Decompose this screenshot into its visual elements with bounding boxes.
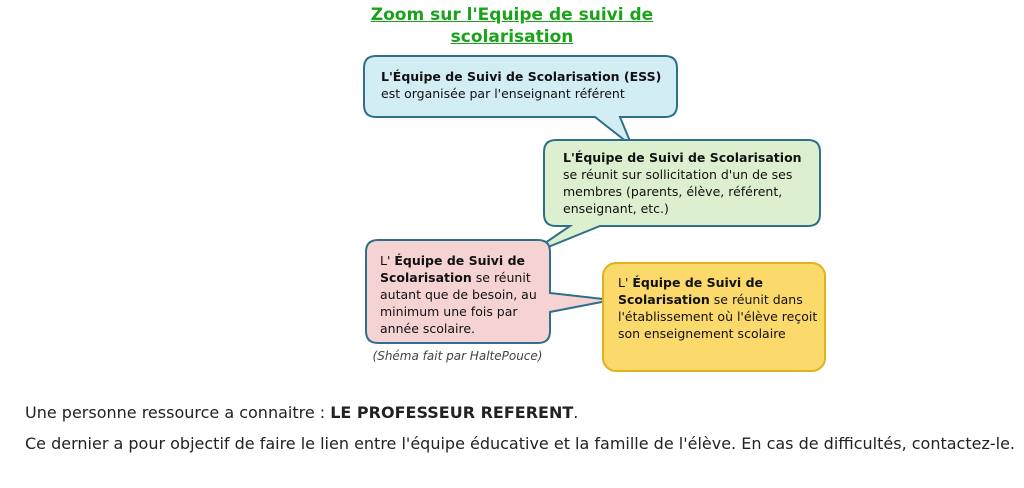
diagram-caption: (Shéma fait par HaltePouce) [372, 349, 543, 363]
bubble-lieu [618, 274, 818, 342]
bubble-organisation [381, 68, 671, 102]
bubble-frequence-prefix: L' [380, 253, 395, 268]
bubble-organisation-text: est organisée par l'enseignant référent [381, 86, 625, 101]
bubble-sollicitation [563, 149, 815, 217]
resource-line-prefix: Une personne ressource a connaitre : [25, 403, 331, 422]
bubble-lieu-text: se réunit dans l'établissement où l'élève reçoit son enseignement scolaire [618, 292, 818, 341]
resource-line-suffix: . [573, 403, 579, 422]
bubble-frequence-text: se réunit autant que de besoin, au minimum une fois par année scolaire. [380, 270, 537, 336]
bubble-frequence [380, 252, 545, 337]
description-paragraph: Ce dernier a pour objectif de faire le lien entre l'équipe éducative et la famille de l'élève. En cas de difficultés, contactez-le. [25, 434, 1016, 453]
title-line-2: scolarisation [450, 27, 574, 47]
title-line-1: Zoom sur l'Equipe de suivi de [370, 5, 654, 25]
resource-line-bold: LE PROFESSEUR REFERENT [330, 403, 574, 422]
bubble-lieu-bold: Équipe de Suivi de Scolarisation [618, 275, 763, 307]
bubble-sollicitation-bold: L'Équipe de Suivi de Scolarisation [563, 150, 802, 165]
bubble-frequence-bold: Équipe de Suivi de Scolarisation [380, 253, 525, 285]
resource-line [25, 401, 1005, 425]
bubble-lieu-prefix: L' [618, 275, 633, 290]
bubble-sollicitation-text: se réunit sur sollicitation d'un de ses membres (parents, élève, référent, enseignant, etc.) [563, 167, 793, 216]
bubble-organisation-bold: L'Équipe de Suivi de Scolarisation (ESS) [381, 69, 662, 84]
